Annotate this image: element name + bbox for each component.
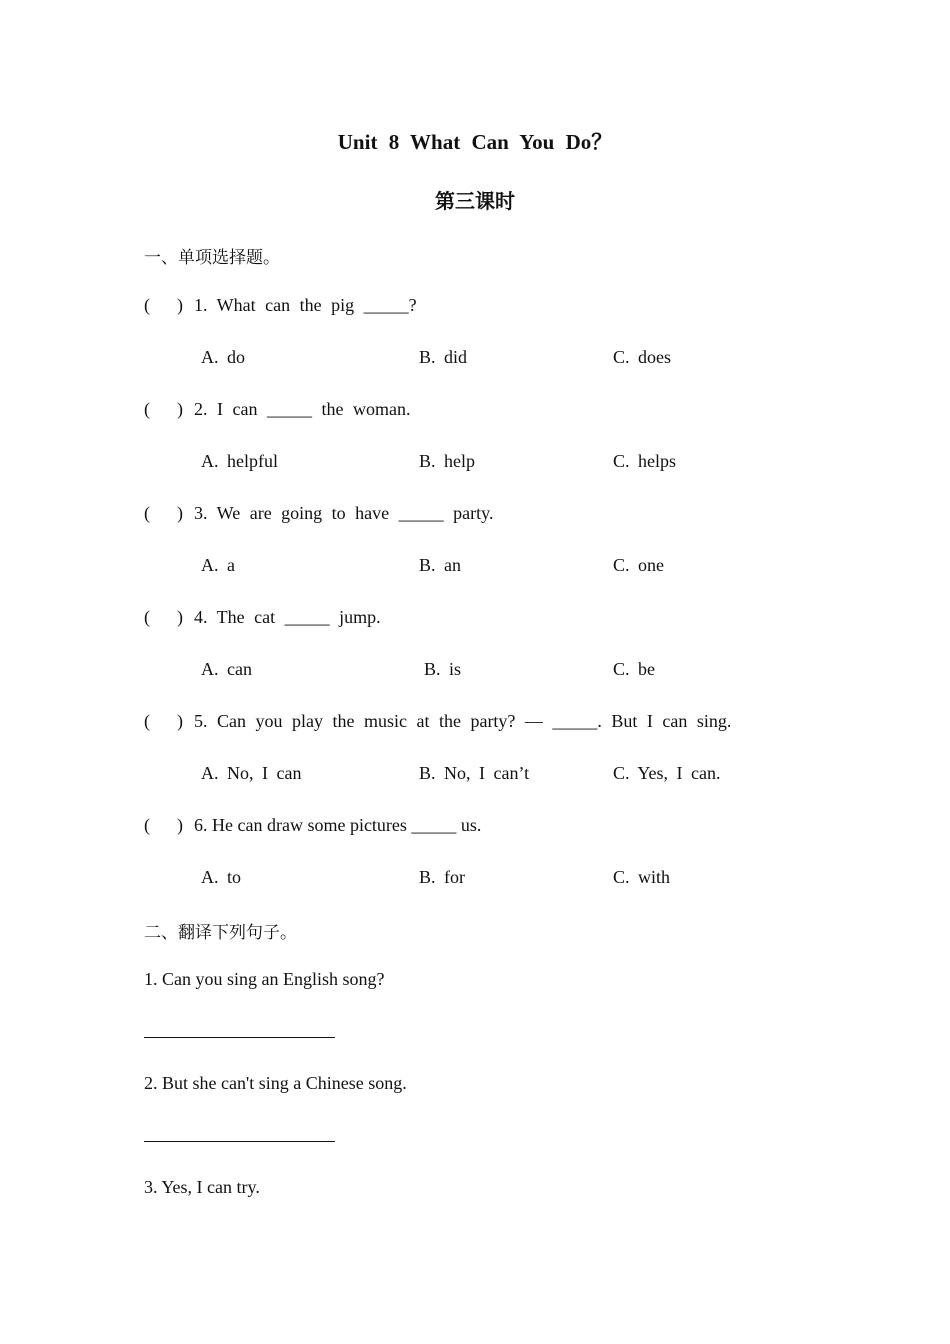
option-a: A. No, I can xyxy=(201,763,302,783)
answer-bracket[interactable]: ( ) xyxy=(144,815,183,835)
page-subtitle: 第三课时 xyxy=(435,189,515,213)
question-row xyxy=(144,711,731,732)
option-c: C. one xyxy=(613,555,664,575)
answer-bracket[interactable]: ( ) xyxy=(144,399,183,419)
page-title: Unit 8 What Can You Do？ xyxy=(337,130,613,154)
option-b: B. help xyxy=(419,451,475,471)
answer-line[interactable] xyxy=(144,1037,335,1038)
answer-bracket[interactable]: ( ) xyxy=(144,503,183,523)
question-text: 5. Can you play the music at the party? — _____. But I can sing. xyxy=(194,711,732,731)
question-text: 1. What can the pig _____? xyxy=(194,295,417,315)
section-heading-translation: 二、翻译下列句子。 xyxy=(144,923,297,943)
option-c: C. Yes, I can. xyxy=(613,763,721,783)
answer-line[interactable] xyxy=(144,1141,335,1142)
option-c: C. with xyxy=(613,867,671,887)
option-c: C. be xyxy=(613,659,655,679)
translation-sentence: 3. Yes, I can try. xyxy=(144,1177,260,1197)
option-a: A. to xyxy=(201,867,241,887)
option-c: C. does xyxy=(613,347,671,367)
section-heading-multiple-choice: 一、单项选择题。 xyxy=(144,248,280,268)
question-text: 4. The cat _____ jump. xyxy=(194,607,381,627)
translation-sentence: 2. But she can't sing a Chinese song. xyxy=(144,1073,407,1093)
question-text: 2. I can _____ the woman. xyxy=(194,399,411,419)
answer-bracket[interactable]: ( ) xyxy=(144,711,183,731)
option-a: A. can xyxy=(201,659,252,679)
question-row xyxy=(144,399,410,420)
question-row xyxy=(144,607,381,628)
option-b: B. an xyxy=(419,555,461,575)
question-text: 6. He can draw some pictures _____ us. xyxy=(194,815,482,835)
option-b: B. for xyxy=(419,867,465,887)
option-a: A. a xyxy=(201,555,235,575)
option-b: B. is xyxy=(424,659,462,679)
question-text: 3. We are going to have _____ party. xyxy=(194,503,494,523)
option-a: A. helpful xyxy=(201,451,278,471)
translation-sentence: 1. Can you sing an English song? xyxy=(144,969,385,989)
answer-bracket[interactable]: ( ) xyxy=(144,295,183,315)
question-row xyxy=(144,295,417,316)
option-c: C. helps xyxy=(613,451,677,471)
question-row xyxy=(144,503,493,524)
question-row xyxy=(144,815,481,836)
option-b: B. did xyxy=(419,347,468,367)
option-a: A. do xyxy=(201,347,245,367)
answer-bracket[interactable]: ( ) xyxy=(144,607,183,627)
option-b: B. No, I can’t xyxy=(419,763,530,783)
